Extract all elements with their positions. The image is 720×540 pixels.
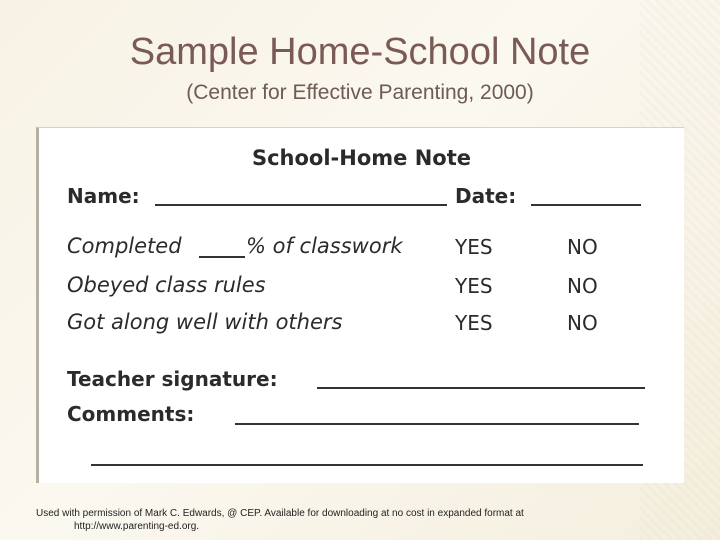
item-completed-label-after: % of classwork [246,234,403,258]
slide-title: Sample Home-School Note [129,31,591,73]
slide-subtitle: (Center for Effective Parenting, 2000) [186,81,534,104]
school-home-note-image [36,127,684,483]
date-line [531,204,641,206]
item-rules-no: NO [567,274,598,298]
signature-label: Teacher signature: [67,367,278,391]
item-got-along-label: Got along well with others [67,310,343,334]
note-title: School-Home Note [251,146,471,170]
item-rules-label: Obeyed class rules [67,273,266,297]
permission-footer [36,507,524,533]
item-got-along-no: NO [567,311,598,335]
item-completed-no: NO [567,235,598,259]
comments-label: Comments: [67,402,195,426]
name-line [155,204,447,206]
item-got-along-yes: YES [455,311,493,335]
signature-line [317,387,645,389]
comments-line-1 [235,423,639,425]
item-rules-yes: YES [455,274,493,298]
footer-line-2: http://www.parenting-ed.org. [74,521,200,532]
comments-line-2 [91,464,643,466]
item-completed-yes: YES [455,235,493,259]
date-label: Date: [455,184,517,208]
percent-blank-line [199,256,245,258]
item-completed-label-before: Completed [67,234,182,258]
footer-line-1: Used with permission of Mark C. Edwards, @ CEP. Available for downloading at no cost in expanded format at [36,508,524,519]
name-label: Name: [67,184,140,208]
